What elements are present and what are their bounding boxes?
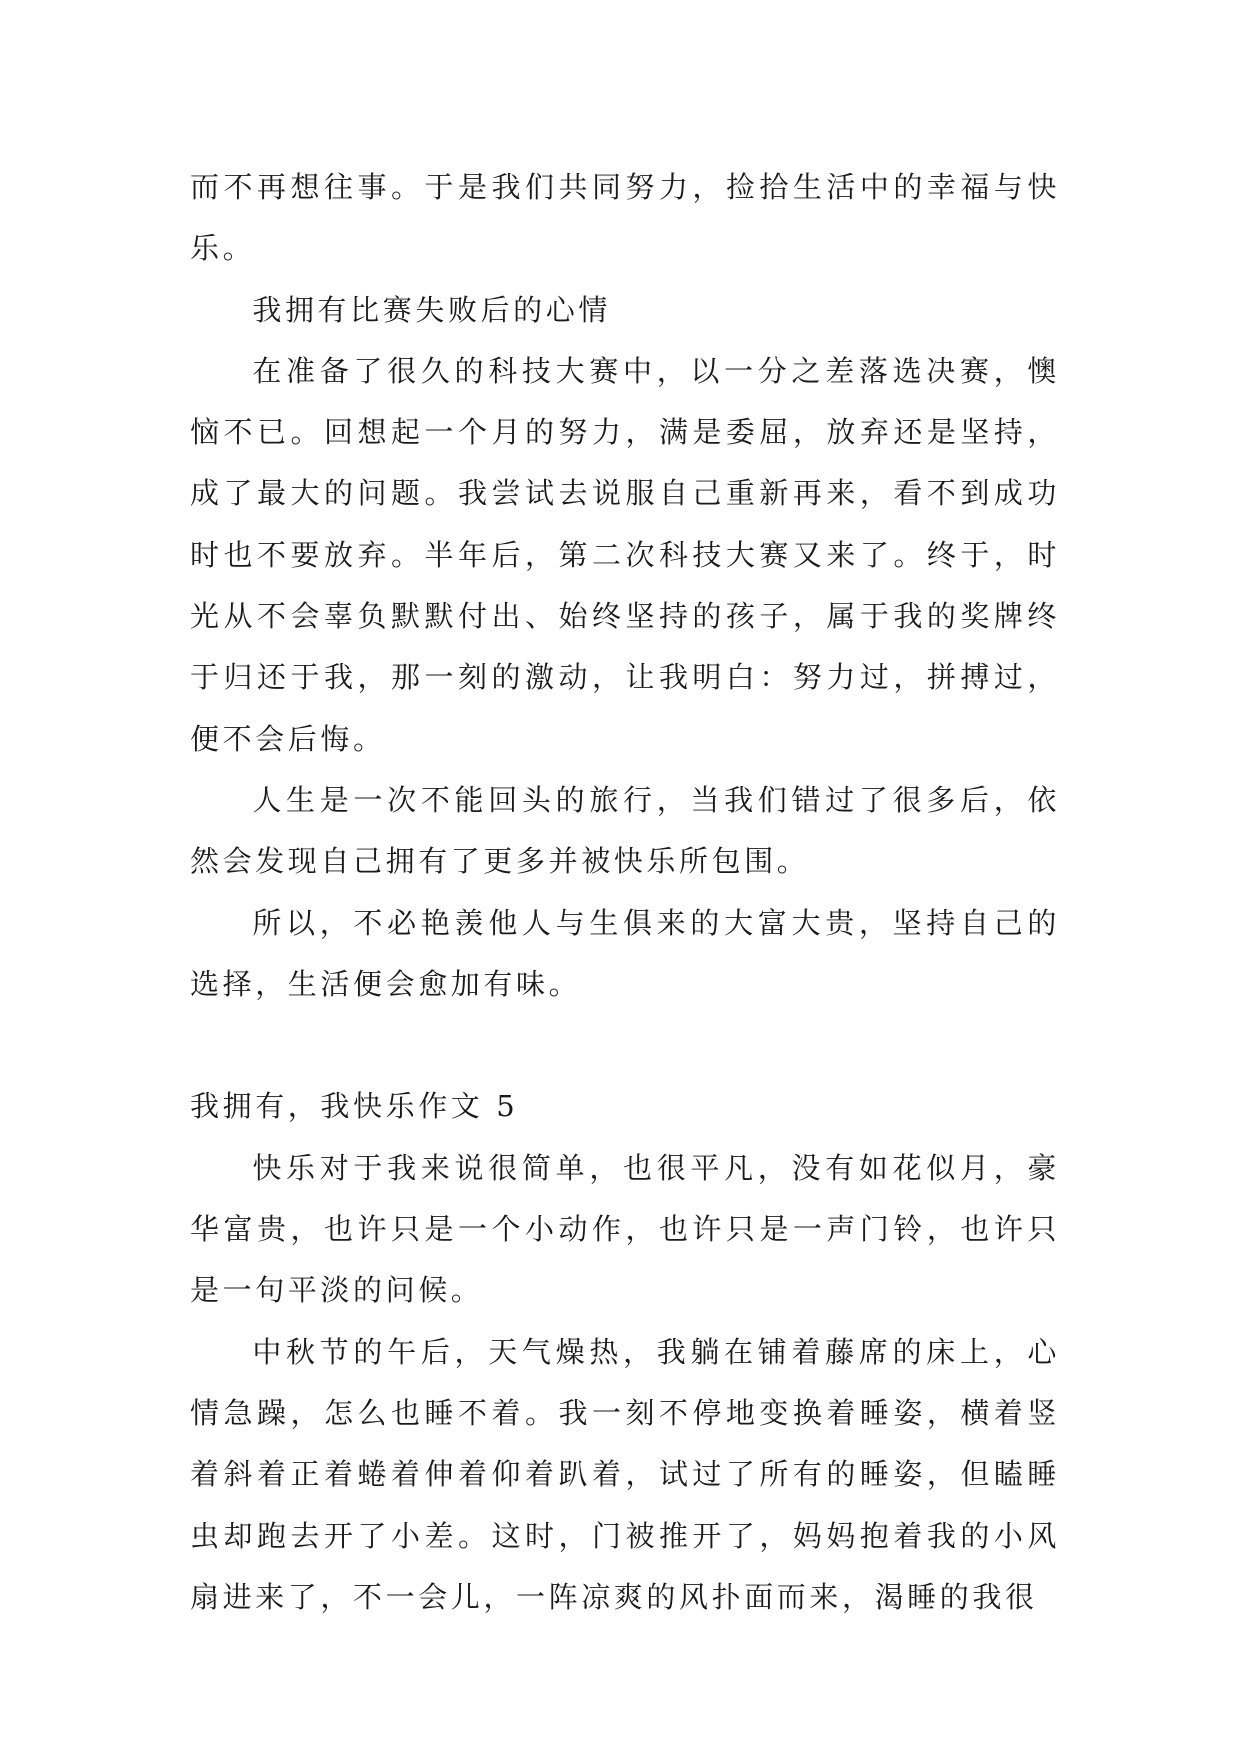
paragraph-continuation: 而不再想往事。于是我们共同努力，捡拾生活中的幸福与快乐。: [190, 170, 1060, 266]
paragraph-happiness-simple: 快乐对于我来说很简单，也很平凡，没有如花似月，豪华富贵，也许只是一个小动作，也许只是一声门铃，也许只是一句平淡的问候。: [190, 1150, 1060, 1308]
essay-heading: 我拥有，我快乐作文 5: [190, 1089, 519, 1124]
paragraph-competition: 在准备了很久的科技大赛中，以一分之差落选决赛，懊恼不已。回想起一个月的努力，满是委屈，放弃还是坚持，成了最大的问题。我尝试去说服自己重新再来，看不到成功时也不要放弃。半年后，第二次科技大赛又来了。终于，时光从不会辜负默默付出、始终坚持的孩子，属于我的奖牌终于归还于我，那一刻的激动，让我明白：努力过，拼搏过，便不会后悔。: [190, 353, 1060, 756]
document-body: [190, 157, 1060, 1628]
section-spacer: [190, 1015, 1060, 1076]
paragraph-conclusion: 所以，不必艳羡他人与生俱来的大富大贵，坚持自己的选择，生活便会愈加有味。: [190, 905, 1060, 1001]
paragraph-life-journey: 人生是一次不能回头的旅行，当我们错过了很多后，依然会发现自己拥有了更多并被快乐所包围。: [190, 782, 1060, 879]
paragraph-mid-autumn: 中秋节的午后，天气燥热，我躺在铺着藤席的床上，心情急躁，怎么也睡不着。我一刻不停地变换着睡姿，横着竖着斜着正着蜷着伸着仰着趴着，试过了所有的睡姿，但瞌睡虫却跑去开了小差。这时，门被推开了，妈妈抱着我的小风扇进来了，不一会儿，一阵凉爽的风扑面而来，渴睡的我很: [190, 1334, 1060, 1614]
section-subtitle: 我拥有比赛失败后的心情: [252, 292, 611, 327]
